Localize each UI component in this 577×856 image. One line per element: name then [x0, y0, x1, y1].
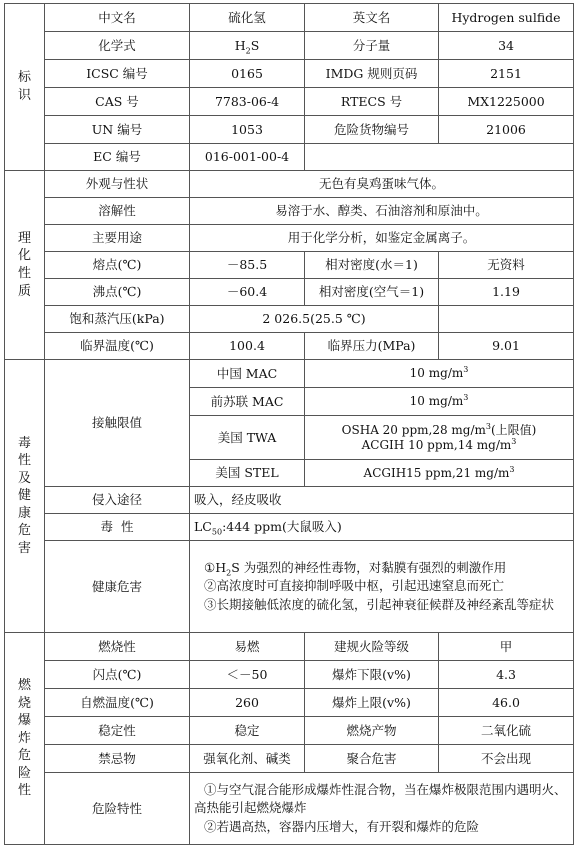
cp-value: 9.01 — [439, 333, 574, 360]
polymer-value: 不会出现 — [439, 745, 574, 773]
row-flammability — [5, 633, 574, 661]
dg-label: 危险货物编号 — [305, 116, 439, 144]
health-value — [190, 541, 574, 633]
us-twa-label: 美国 TWA — [190, 416, 305, 460]
autoign-label: 自燃温度(℃) — [45, 689, 190, 717]
row-china-mac — [5, 360, 574, 388]
hazard-class-label: 建规火险等级 — [305, 633, 439, 661]
icsc-value: 0165 — [190, 60, 305, 88]
rtecs-value: MX1225000 — [439, 88, 574, 116]
toxicity-label: 毒 性 — [45, 514, 190, 541]
un-value: 1053 — [190, 116, 305, 144]
mp-value: －85.5 — [190, 252, 305, 279]
section-physchem: 理化性质 — [5, 171, 45, 360]
row-toxicity — [5, 514, 574, 541]
stability-value: 稳定 — [190, 717, 305, 745]
mw-label: 分子量 — [305, 32, 439, 60]
row-autoign — [5, 689, 574, 717]
us-stel-label: 美国 STEL — [190, 460, 305, 487]
row-health — [5, 541, 574, 633]
section-identification: 标识 — [5, 4, 45, 171]
en-name-label: 英文名 — [305, 4, 439, 32]
flash-label: 闪点(℃) — [45, 661, 190, 689]
solubility-label: 溶解性 — [45, 198, 190, 225]
health-label: 健康危害 — [45, 541, 190, 633]
ec-empty — [305, 144, 574, 171]
cn-name-label: 中文名 — [45, 4, 190, 32]
danger-item-1: ①与空气混合能形成爆炸性混合物，当在爆炸极限范围内遇明火、高热能引起燃烧爆炸 — [194, 782, 567, 816]
msds-table — [4, 3, 574, 845]
us-stel-value: ACGIH15 ppm,21 $mg/m^3$ — [305, 460, 574, 487]
lel-value: 4.3 — [439, 661, 574, 689]
flammability-label: 燃烧性 — [45, 633, 190, 661]
row-route — [5, 487, 574, 514]
use-label: 主要用途 — [45, 225, 190, 252]
row-incompat — [5, 745, 574, 773]
un-label: UN 编号 — [45, 116, 190, 144]
bp-value: －60.4 — [190, 279, 305, 306]
vp-label: 饱和蒸汽压(kPa) — [45, 306, 190, 333]
appearance-label: 外观与性状 — [45, 171, 190, 198]
row-appearance — [5, 171, 574, 198]
ussr-mac-value: 10 $mg/m^3$ — [305, 388, 574, 416]
cn-name-value: 硫化氢 — [190, 4, 305, 32]
row-ec — [5, 144, 574, 171]
rd-water-value: 无资料 — [439, 252, 574, 279]
row-formula — [5, 32, 574, 60]
vp-empty — [439, 306, 574, 333]
row-critical — [5, 333, 574, 360]
formula-label: 化学式 — [45, 32, 190, 60]
health-item-1: $①H_2S$ 为强烈的神经性毒物，对黏膜有强烈的刺激作用 — [204, 560, 507, 578]
row-vp — [5, 306, 574, 333]
health-item-3: ③长期接触低浓度的硫化氢，引起神衰征候群及神经紊乱等症状 — [204, 596, 555, 612]
ct-label: 临界温度(℃) — [45, 333, 190, 360]
rd-air-value: 1.19 — [439, 279, 574, 306]
formula-value: $H_2S$ — [190, 32, 305, 60]
row-danger — [5, 773, 574, 845]
danger-value — [190, 773, 574, 845]
icsc-label: ICSC 编号 — [45, 60, 190, 88]
route-label: 侵入途径 — [45, 487, 190, 514]
cp-label: 临界压力(MPa) — [305, 333, 439, 360]
autoign-value: 260 — [190, 689, 305, 717]
combustion-label: 燃烧产物 — [305, 717, 439, 745]
cas-value: 7783-06-4 — [190, 88, 305, 116]
flammability-value: 易燃 — [190, 633, 305, 661]
use-value: 用于化学分析，如鉴定金属离子。 — [190, 225, 574, 252]
section-toxicity: 毒性及健康危害 — [5, 360, 45, 633]
us-twa-value: OSHA 20 ppm,28 $mg/m^3$(上限值) ACGIH 10 ppm,14 $mg/m^3$ — [305, 416, 574, 460]
row-name — [5, 4, 574, 32]
flash-value: ＜－50 — [190, 661, 305, 689]
solubility-value: 易溶于水、醇类、石油溶剂和原油中。 — [190, 198, 574, 225]
appearance-value: 无色有臭鸡蛋味气体。 — [190, 171, 574, 198]
polymer-label: 聚合危害 — [305, 745, 439, 773]
danger-item-2: ②若遇高热，容器内压增大，有开裂和爆炸的危险 — [204, 818, 480, 834]
row-stability — [5, 717, 574, 745]
row-use — [5, 225, 574, 252]
row-mp — [5, 252, 574, 279]
section-fire: 燃烧爆炸危险性 — [5, 633, 45, 845]
china-mac-label: 中国 MAC — [190, 360, 305, 388]
imdg-value: 2151 — [439, 60, 574, 88]
row-flash — [5, 661, 574, 689]
lel-label: 爆炸下限(v%) — [305, 661, 439, 689]
danger-label: 危险特性 — [45, 773, 190, 845]
row-un — [5, 116, 574, 144]
rd-water-label: 相对密度(水＝1) — [305, 252, 439, 279]
cas-label: CAS 号 — [45, 88, 190, 116]
row-solubility — [5, 198, 574, 225]
rtecs-label: RTECS 号 — [305, 88, 439, 116]
ec-value: 016-001-00-4 — [190, 144, 305, 171]
rd-air-label: 相对密度(空气＝1) — [305, 279, 439, 306]
mw-value: 34 — [439, 32, 574, 60]
ct-value: 100.4 — [190, 333, 305, 360]
uel-value: 46.0 — [439, 689, 574, 717]
dg-value: 21006 — [439, 116, 574, 144]
stability-label: 稳定性 — [45, 717, 190, 745]
vp-value: 2 026.5(25.5 ℃) — [190, 306, 439, 333]
combustion-value: 二氧化硫 — [439, 717, 574, 745]
en-name-value: Hydrogen sulfide — [439, 4, 574, 32]
route-value: 吸入，经皮吸收 — [190, 487, 574, 514]
imdg-label: IMDG 规则页码 — [305, 60, 439, 88]
ussr-mac-label: 前苏联 MAC — [190, 388, 305, 416]
ec-label: EC 编号 — [45, 144, 190, 171]
limit-label: 接触限值 — [45, 360, 190, 487]
incompat-value: 强氧化剂、碱类 — [190, 745, 305, 773]
incompat-label: 禁忌物 — [45, 745, 190, 773]
health-item-2: ②高浓度时可直接抑制呼吸中枢，引起迅速窒息而死亡 — [204, 578, 505, 594]
hazard-class-value: 甲 — [439, 633, 574, 661]
toxicity-value: $LC_{50}:444$ ppm(大鼠吸入) — [190, 514, 574, 541]
row-bp — [5, 279, 574, 306]
bp-label: 沸点(℃) — [45, 279, 190, 306]
mp-label: 熔点(℃) — [45, 252, 190, 279]
china-mac-value: 10 $mg/m^3$ — [305, 360, 574, 388]
uel-label: 爆炸上限(v%) — [305, 689, 439, 717]
row-cas — [5, 88, 574, 116]
row-icsc — [5, 60, 574, 88]
